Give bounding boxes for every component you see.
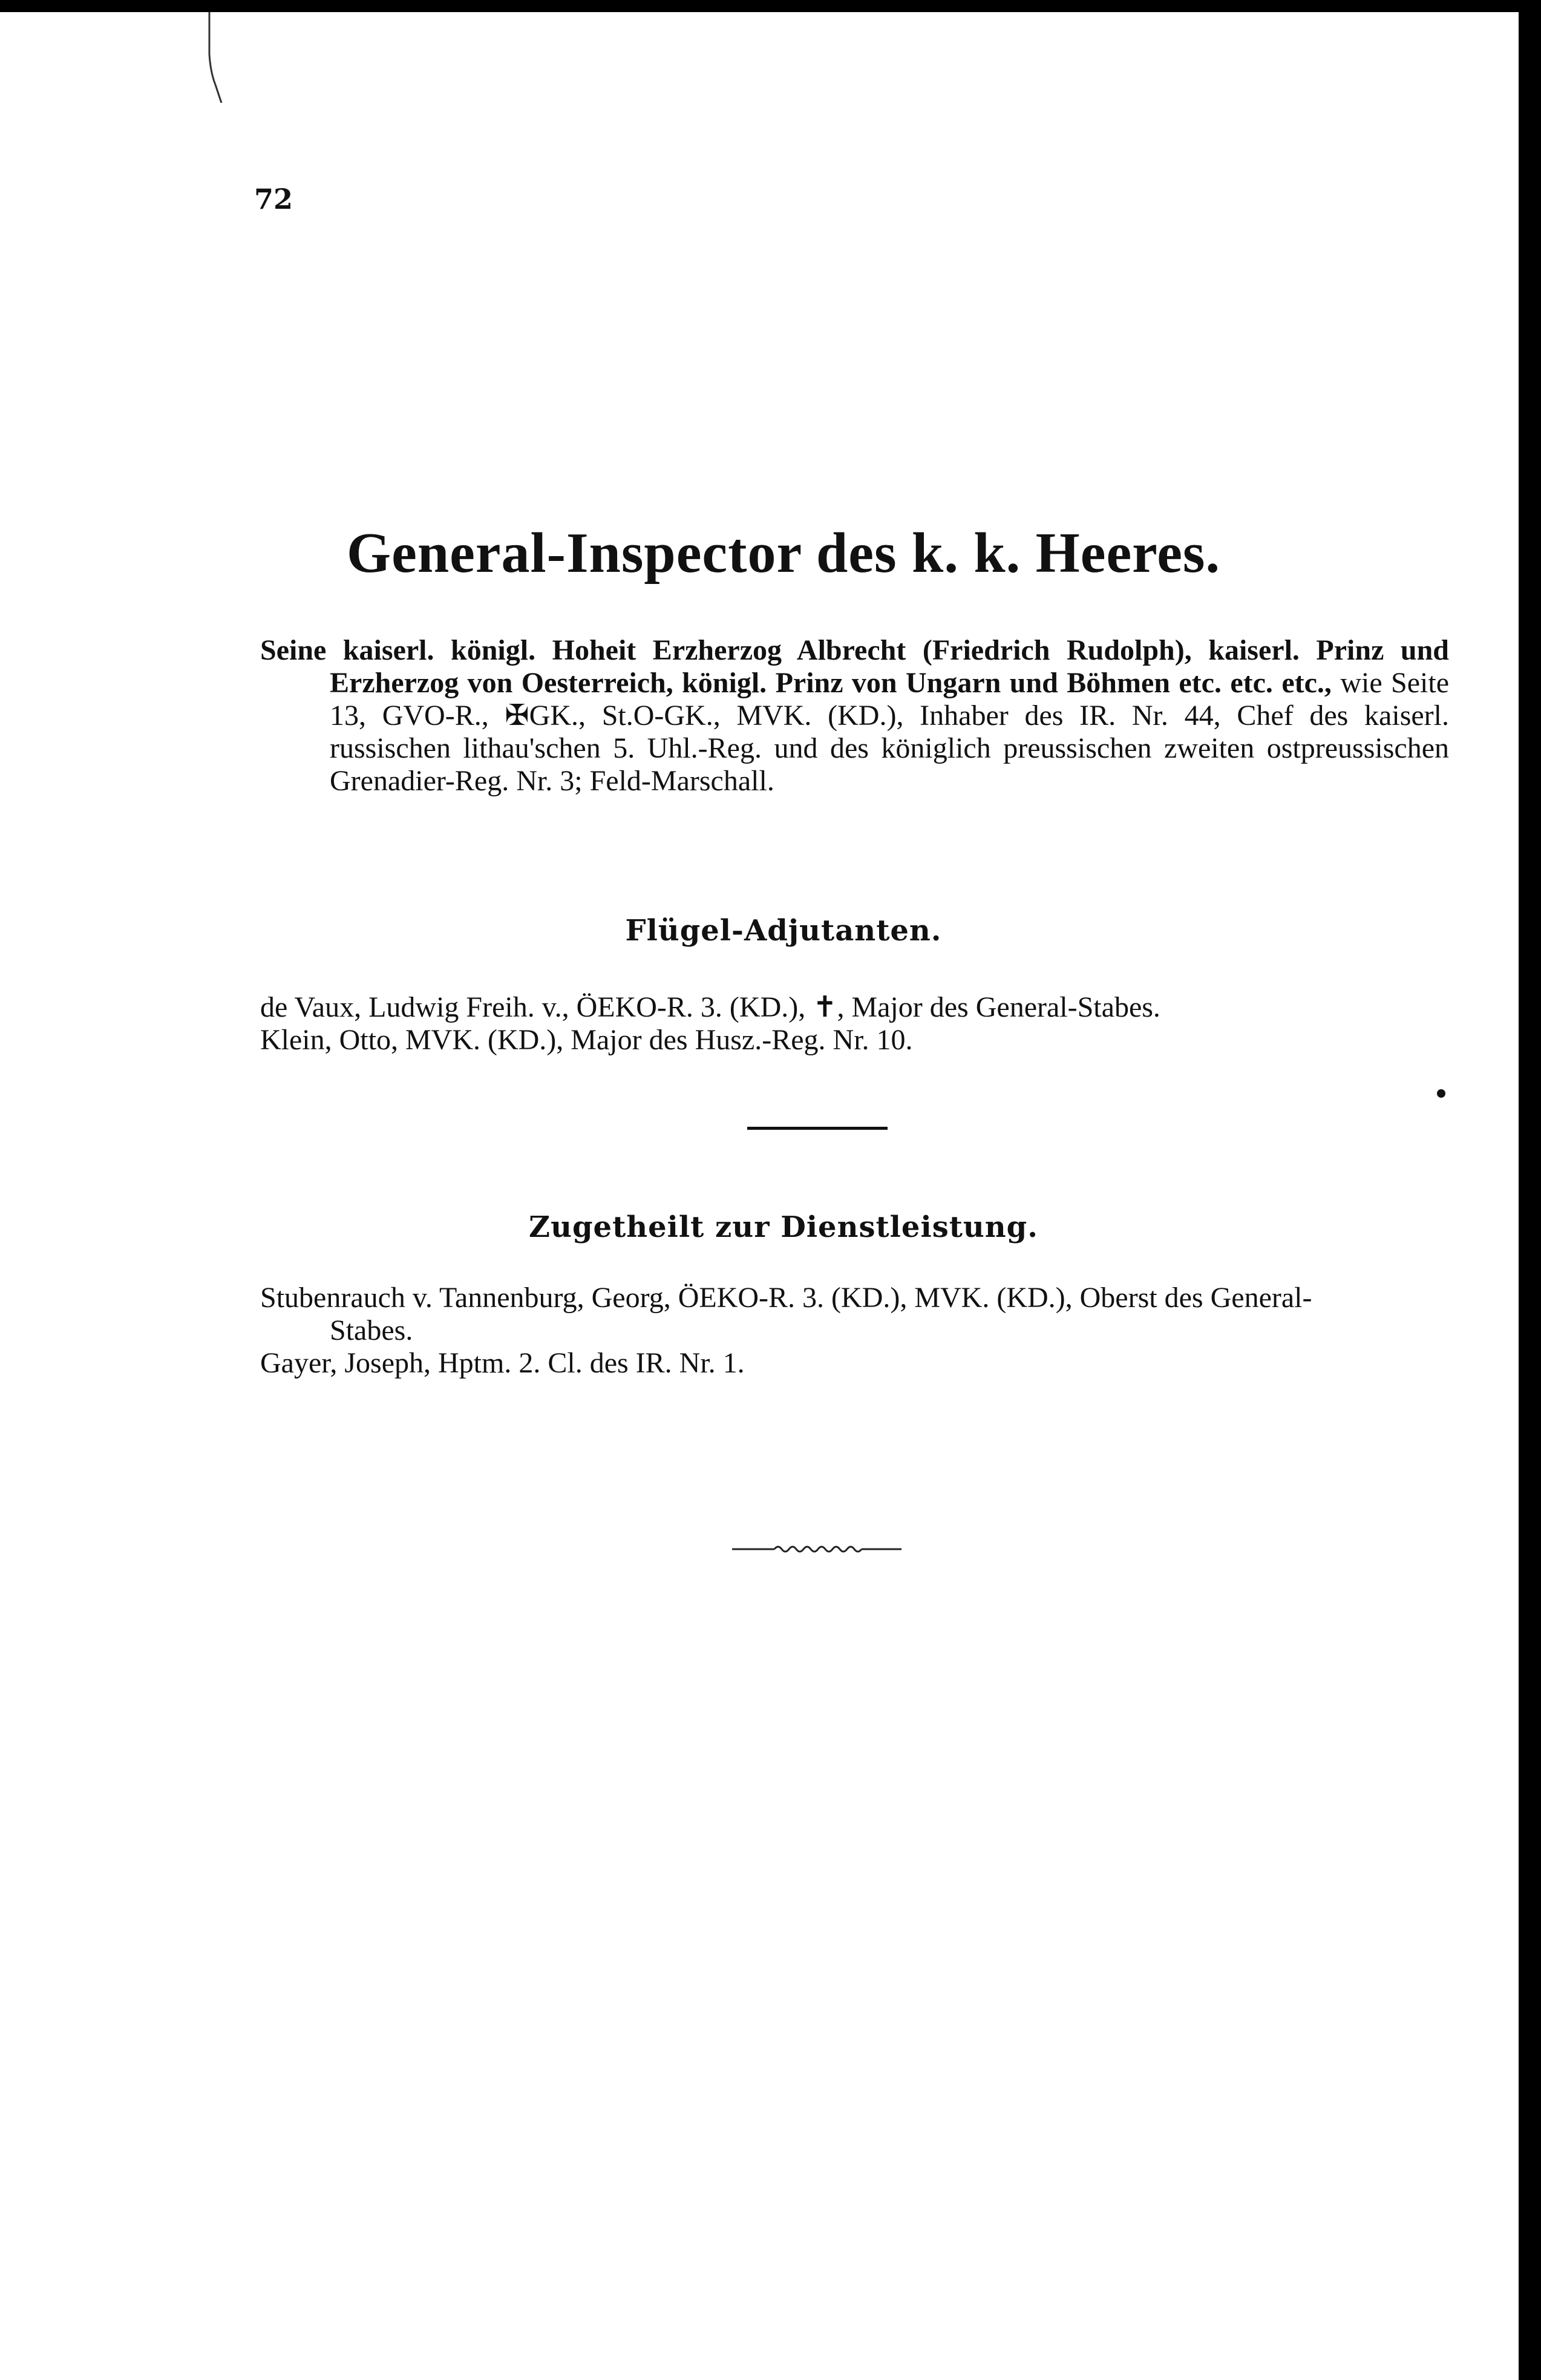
highness-entry (260, 634, 1449, 798)
section-heading-adjutants: Flügel-Adjutanten. (625, 914, 942, 948)
ink-speck (1437, 1089, 1445, 1098)
highness-details: wie Seite 13, GVO-R., ✠GK., St.O-GK., MVK. (KD.), Inhaber des IR. Nr. 44, Chef des kaiserl. russischen lithau'schen 5. Uhl.-Reg. und des königlich preussischen zweiten ostpreussischen Grenadier-Reg. Nr. 3; Feld-Marschall. (330, 667, 1450, 797)
document-page (0, 12, 1519, 2380)
page-number: 72 (254, 183, 293, 215)
highness-bold-lead: Seine kaiserl. königl. Hoheit Erzherzog Albrecht (Friedrich Rudolph), kaiserl. Prinz und Erzherzog von Oesterreich, königl. Prinz von Ungarn und Böhmen etc. etc. etc., (260, 634, 1449, 699)
page-title: General-Inspector des k. k. Heeres. (347, 522, 1220, 585)
list-item: Klein, Otto, MVK. (KD.), Major des Husz.-Reg. Nr. 10. (260, 1024, 913, 1056)
wavy-line-ornament-icon (732, 1542, 901, 1554)
rule-line-divider (747, 1127, 888, 1130)
binding-mark-decoration (206, 12, 225, 103)
zugeteilt-list (260, 1282, 1379, 1380)
section-heading-zugeteilt: Zugetheilt zur Dienstleistung. (529, 1210, 1038, 1244)
list-item: de Vaux, Ludwig Freih. v., ÖEKO-R. 3. (KD.), ✝, Major des General-Stabes. (260, 991, 1160, 1023)
list-item: Stubenrauch v. Tannenburg, Georg, ÖEKO-R. 3. (KD.), MVK. (KD.), Oberst des General-Stabes. (260, 1282, 1312, 1346)
list-item: Gayer, Joseph, Hptm. 2. Cl. des IR. Nr. 1. (260, 1347, 745, 1379)
adjutants-list (260, 991, 1379, 1057)
